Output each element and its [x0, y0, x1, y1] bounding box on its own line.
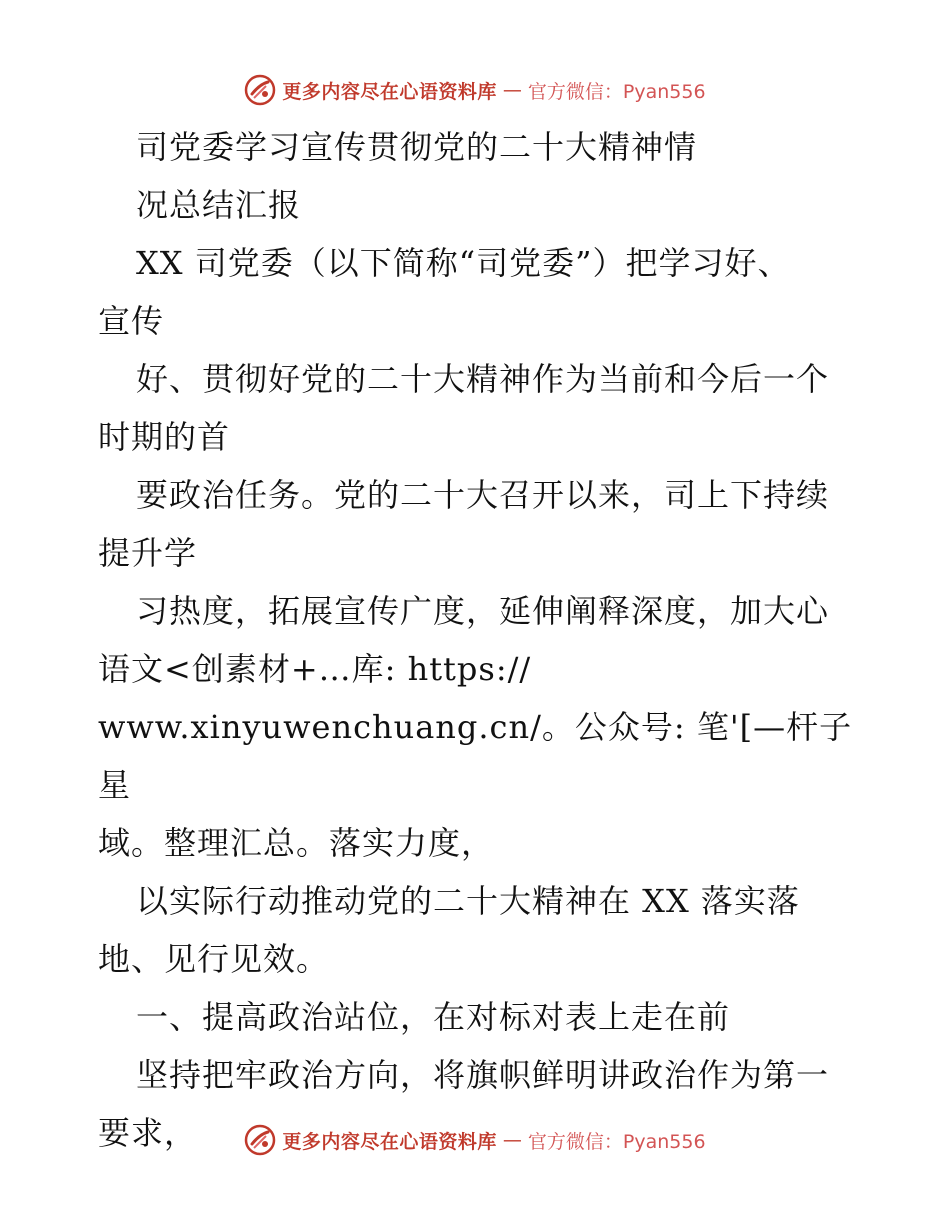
document-body [98, 118, 858, 1162]
banner-separator: — [502, 1129, 522, 1151]
document-line: 习热度，拓展宣传广度，延伸阐释深度，加大心 [136, 592, 830, 630]
document-line: 要求， [98, 1114, 198, 1152]
banner-site-text: 更多内容尽在心语资料库 [282, 1130, 497, 1153]
document-line: 况总结汇报 [136, 186, 302, 224]
document-line: 坚持把牢政治方向，将旗帜鲜明讲政治作为第一 [136, 1056, 830, 1094]
document-line: 宣传 [98, 302, 165, 340]
banner-wechat-text: 官方微信：Pyan556 [527, 1130, 706, 1153]
document-line: 以实际行动推动党的二十大精神在 XX 落实落 [136, 882, 800, 920]
document-line: 域。整理汇总。落实力度， [98, 824, 495, 862]
document-line: 语文<创素材+…库: https:// [98, 650, 532, 688]
book-pen-logo-icon [244, 1124, 276, 1156]
document-line: 一、提高政治站位，在对标对表上走在前 [136, 998, 731, 1036]
document-line: 司党委学习宣传贯彻党的二十大精神情 [136, 128, 698, 166]
banner-inner [244, 74, 705, 106]
document-line: XX 司党委（以下简称“司党委”）把学习好、 [136, 244, 791, 282]
banner-inner [244, 1124, 705, 1156]
document-line: 提升学 [98, 534, 198, 572]
banner-site-text: 更多内容尽在心语资料库 [282, 80, 497, 103]
document-line: 好、贯彻好党的二十大精神作为当前和今后一个 [136, 360, 830, 398]
header-watermark-banner [0, 70, 950, 110]
banner-separator: — [502, 79, 522, 101]
book-pen-logo-icon [244, 74, 276, 106]
document-line: 要政治任务。党的二十大召开以来，司上下持续 [136, 476, 830, 514]
footer-watermark-banner [0, 1120, 950, 1160]
document-line: 时期的首 [98, 418, 231, 456]
document-line: 地、见行见效。 [98, 940, 330, 978]
banner-wechat-text: 官方微信：Pyan556 [527, 80, 706, 103]
document-line: www.xinyuwenchuang.cn/。公众号: 笔'[—杆子星 [98, 708, 853, 804]
